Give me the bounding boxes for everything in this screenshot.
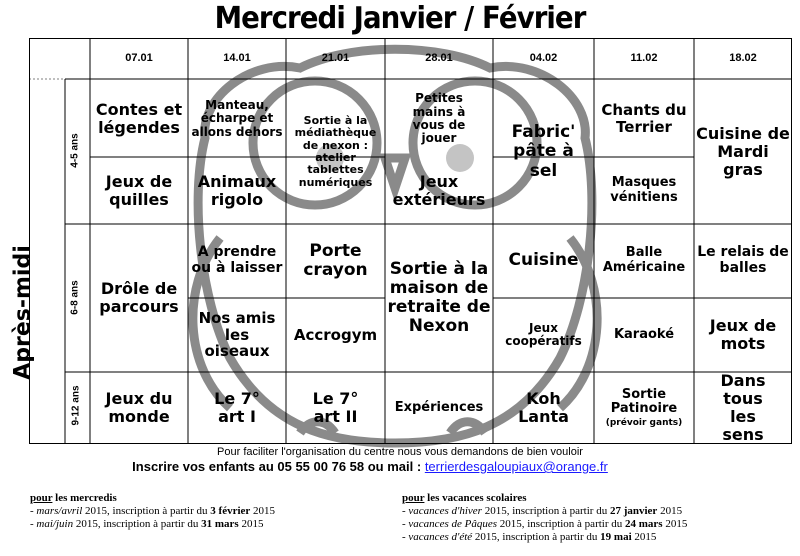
age-4-5: 4-5 ans xyxy=(69,133,81,168)
footer-note: Pour faciliter l'organisation du centre nous vous demandons de bien vouloir xyxy=(217,446,583,458)
activity-accrogym: Accrogym xyxy=(293,325,378,344)
activity-animaux: Animaux rigolo xyxy=(197,172,277,209)
apres-midi-label: Après-midi xyxy=(10,245,36,380)
activity-jeux-mots: Jeux de mots xyxy=(709,316,777,353)
vacances-item: - vacances d'été 2015, inscription à partir du 19 mai 2015 xyxy=(402,531,657,543)
activity-maison-retraite: Sortie à la maison de retraite de Nexon xyxy=(387,258,491,337)
mercredis-item: - mars/avril 2015, inscription à partir du 3 février 2015 xyxy=(30,505,276,517)
activity-balle-americaine: Balle Américaine xyxy=(602,245,686,275)
vacances-block xyxy=(402,492,687,544)
age-9-12: 9-12 ans xyxy=(70,385,82,426)
activity-pate-sel: Fabric' pâte à sel xyxy=(511,122,576,181)
activity-chants-terrier: Chants du Terrier xyxy=(601,101,687,136)
activity-7-art-1: Le 7° art I xyxy=(214,389,260,426)
footer-contact-text: Inscrire vos enfants au 05 55 00 76 58 ou mail : xyxy=(132,459,422,474)
activity-masques: Masques vénitiens xyxy=(610,175,678,205)
age-6-8: 6-8 ans xyxy=(69,280,81,315)
patinoire-note: (prévoir gants) xyxy=(605,418,683,428)
activity-mediatheque: Sortie à la médiathèque de nexon : atelier tablettes numériques xyxy=(294,114,377,189)
mercredis-block xyxy=(30,492,275,531)
date-col-3: 21.01 xyxy=(321,52,350,64)
date-col-7: 18.02 xyxy=(729,52,757,64)
activity-patinoire xyxy=(594,372,694,444)
mercredis-item: - mai/juin 2015, inscription à partir du 31 mars 2015 xyxy=(30,518,264,530)
activity-experiences: Expériences xyxy=(394,399,484,415)
footer-contact xyxy=(0,459,740,474)
activity-manteau: Manteau, écharpe et allons dehors xyxy=(191,97,283,139)
mercredis-heading: pour les mercredis xyxy=(30,492,117,504)
page-title: Mercredi Janvier / Février xyxy=(214,1,586,36)
activity-karaoke: Karaoké xyxy=(613,326,675,342)
patinoire-label: Sortie Patinoire xyxy=(610,386,678,417)
activity-porte-crayon: Porte crayon xyxy=(303,240,368,280)
activity-mardi-gras: Cuisine de Mardi gras xyxy=(696,124,790,179)
activity-jeux-monde: Jeux du monde xyxy=(105,389,173,426)
email-link[interactable]: terrierdesgaloupiaux@orange.fr xyxy=(424,459,608,474)
date-col-2: 14.01 xyxy=(223,52,251,64)
date-col-6: 11.02 xyxy=(630,52,658,64)
date-col-5: 04.02 xyxy=(529,52,558,64)
vacances-item: - vacances d'hiver 2015, inscription à partir du 27 janvier 2015 xyxy=(402,505,683,517)
date-col-1: 07.01 xyxy=(125,52,153,64)
date-col-4: 28.01 xyxy=(425,52,453,64)
activity-jeux-exterieurs: Jeux extérieurs xyxy=(392,172,486,209)
activity-jeux-cooperatifs: Jeux coopératifs xyxy=(505,320,582,348)
activity-koh-lanta: Koh Lanta xyxy=(518,389,569,426)
activity-tous-sens: Dans tous les sens xyxy=(720,371,766,444)
activity-contes: Contes et légendes xyxy=(95,100,183,137)
activity-cuisine: Cuisine xyxy=(508,250,579,271)
activity-relais-balles: Le relais de balles xyxy=(697,244,789,276)
activity-parcours: Drôle de parcours xyxy=(99,279,179,316)
activity-quilles: Jeux de quilles xyxy=(105,172,173,209)
activity-petites-mains: Petites mains à vous de jouer xyxy=(412,91,466,146)
activity-prendre: A prendre ou à laisser xyxy=(191,244,283,276)
vacances-item: - vacances de Pâques 2015, inscription à partir du 24 mars 2015 xyxy=(402,518,688,530)
activity-7-art-2: Le 7° art II xyxy=(312,389,359,426)
activity-oiseaux: Nos amis les oiseaux xyxy=(198,308,276,361)
vacances-heading: pour les vacances scolaires xyxy=(402,492,527,504)
